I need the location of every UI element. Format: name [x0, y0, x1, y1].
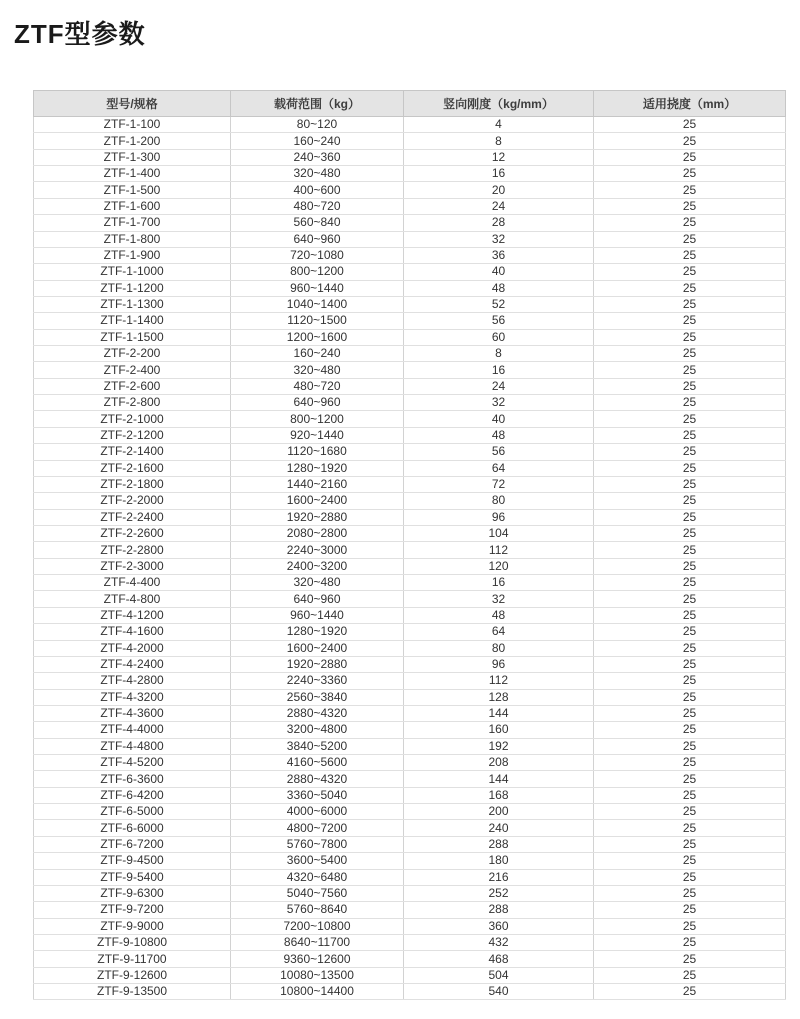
cell-vertical-stiffness: 80	[404, 493, 594, 509]
table-row	[34, 705, 786, 721]
cell-vertical-stiffness: 36	[404, 247, 594, 263]
cell-load-range: 2240~3360	[231, 673, 404, 689]
cell-deflection: 25	[594, 378, 786, 394]
cell-load-range: 400~600	[231, 182, 404, 198]
cell-vertical-stiffness: 468	[404, 951, 594, 967]
cell-model: ZTF-9-4500	[34, 853, 231, 869]
cell-deflection: 25	[594, 493, 786, 509]
cell-load-range: 640~960	[231, 395, 404, 411]
cell-model: ZTF-9-5400	[34, 869, 231, 885]
cell-load-range: 1920~2880	[231, 509, 404, 525]
cell-model: ZTF-4-1200	[34, 607, 231, 623]
cell-vertical-stiffness: 168	[404, 787, 594, 803]
table-row	[34, 934, 786, 950]
table-row	[34, 542, 786, 558]
cell-deflection: 25	[594, 460, 786, 476]
cell-load-range: 480~720	[231, 378, 404, 394]
column-header-load-range: 载荷范围（kg）	[231, 91, 404, 117]
cell-model: ZTF-1-200	[34, 133, 231, 149]
cell-model: ZTF-2-400	[34, 362, 231, 378]
cell-vertical-stiffness: 16	[404, 575, 594, 591]
cell-load-range: 2880~4320	[231, 771, 404, 787]
cell-vertical-stiffness: 432	[404, 934, 594, 950]
table-row	[34, 444, 786, 460]
cell-deflection: 25	[594, 885, 786, 901]
cell-deflection: 25	[594, 836, 786, 852]
cell-vertical-stiffness: 192	[404, 738, 594, 754]
cell-load-range: 800~1200	[231, 264, 404, 280]
column-header-vertical-stiffness: 竖向刚度（kg/mm）	[404, 91, 594, 117]
cell-deflection: 25	[594, 476, 786, 492]
cell-vertical-stiffness: 48	[404, 427, 594, 443]
cell-vertical-stiffness: 4	[404, 117, 594, 133]
cell-load-range: 480~720	[231, 198, 404, 214]
cell-load-range: 5760~8640	[231, 902, 404, 918]
cell-model: ZTF-2-1600	[34, 460, 231, 476]
cell-vertical-stiffness: 8	[404, 133, 594, 149]
cell-model: ZTF-2-1400	[34, 444, 231, 460]
cell-vertical-stiffness: 12	[404, 149, 594, 165]
cell-deflection: 25	[594, 149, 786, 165]
cell-model: ZTF-2-3000	[34, 558, 231, 574]
cell-vertical-stiffness: 48	[404, 280, 594, 296]
cell-deflection: 25	[594, 411, 786, 427]
cell-vertical-stiffness: 200	[404, 804, 594, 820]
cell-deflection: 25	[594, 624, 786, 640]
cell-deflection: 25	[594, 673, 786, 689]
cell-model: ZTF-1-400	[34, 166, 231, 182]
cell-vertical-stiffness: 40	[404, 411, 594, 427]
cell-load-range: 960~1440	[231, 607, 404, 623]
cell-vertical-stiffness: 16	[404, 166, 594, 182]
table-row	[34, 967, 786, 983]
cell-vertical-stiffness: 112	[404, 542, 594, 558]
table-row	[34, 624, 786, 640]
cell-vertical-stiffness: 32	[404, 231, 594, 247]
cell-deflection: 25	[594, 395, 786, 411]
cell-vertical-stiffness: 16	[404, 362, 594, 378]
cell-deflection: 25	[594, 247, 786, 263]
cell-model: ZTF-2-2600	[34, 525, 231, 541]
table-row	[34, 395, 786, 411]
cell-deflection: 25	[594, 722, 786, 738]
cell-vertical-stiffness: 252	[404, 885, 594, 901]
cell-load-range: 160~240	[231, 133, 404, 149]
cell-model: ZTF-6-6000	[34, 820, 231, 836]
cell-load-range: 640~960	[231, 231, 404, 247]
cell-load-range: 1280~1920	[231, 624, 404, 640]
cell-vertical-stiffness: 52	[404, 296, 594, 312]
cell-load-range: 960~1440	[231, 280, 404, 296]
cell-vertical-stiffness: 540	[404, 984, 594, 1000]
table-row	[34, 117, 786, 133]
cell-model: ZTF-2-200	[34, 346, 231, 362]
cell-deflection: 25	[594, 182, 786, 198]
cell-model: ZTF-4-800	[34, 591, 231, 607]
table-row	[34, 575, 786, 591]
cell-load-range: 1280~1920	[231, 460, 404, 476]
cell-vertical-stiffness: 96	[404, 656, 594, 672]
table-row	[34, 247, 786, 263]
cell-vertical-stiffness: 288	[404, 902, 594, 918]
table-row	[34, 902, 786, 918]
table-row	[34, 264, 786, 280]
table-row	[34, 182, 786, 198]
cell-deflection: 25	[594, 984, 786, 1000]
cell-vertical-stiffness: 360	[404, 918, 594, 934]
table-row	[34, 755, 786, 771]
cell-model: ZTF-2-1800	[34, 476, 231, 492]
cell-load-range: 2400~3200	[231, 558, 404, 574]
cell-load-range: 920~1440	[231, 427, 404, 443]
cell-model: ZTF-9-13500	[34, 984, 231, 1000]
table-row	[34, 984, 786, 1000]
cell-load-range: 1440~2160	[231, 476, 404, 492]
cell-deflection: 25	[594, 444, 786, 460]
cell-vertical-stiffness: 160	[404, 722, 594, 738]
table-row	[34, 951, 786, 967]
cell-vertical-stiffness: 24	[404, 378, 594, 394]
table-row	[34, 591, 786, 607]
table-row	[34, 427, 786, 443]
cell-load-range: 320~480	[231, 166, 404, 182]
cell-vertical-stiffness: 32	[404, 395, 594, 411]
table-row	[34, 722, 786, 738]
cell-model: ZTF-2-1200	[34, 427, 231, 443]
cell-load-range: 7200~10800	[231, 918, 404, 934]
cell-deflection: 25	[594, 133, 786, 149]
cell-vertical-stiffness: 112	[404, 673, 594, 689]
cell-load-range: 640~960	[231, 591, 404, 607]
cell-model: ZTF-4-1600	[34, 624, 231, 640]
cell-load-range: 5040~7560	[231, 885, 404, 901]
cell-vertical-stiffness: 20	[404, 182, 594, 198]
cell-load-range: 4320~6480	[231, 869, 404, 885]
table-row	[34, 558, 786, 574]
cell-vertical-stiffness: 40	[404, 264, 594, 280]
cell-deflection: 25	[594, 313, 786, 329]
cell-model: ZTF-6-5000	[34, 804, 231, 820]
cell-deflection: 25	[594, 656, 786, 672]
cell-load-range: 10800~14400	[231, 984, 404, 1000]
parameters-table	[33, 90, 786, 1000]
table-row	[34, 362, 786, 378]
table-row	[34, 689, 786, 705]
cell-deflection: 25	[594, 231, 786, 247]
cell-model: ZTF-9-11700	[34, 951, 231, 967]
table-row	[34, 329, 786, 345]
cell-vertical-stiffness: 504	[404, 967, 594, 983]
page-title: ZTF型参数	[14, 19, 146, 49]
cell-deflection: 25	[594, 820, 786, 836]
cell-deflection: 25	[594, 280, 786, 296]
cell-load-range: 1600~2400	[231, 493, 404, 509]
table-row	[34, 607, 786, 623]
cell-vertical-stiffness: 72	[404, 476, 594, 492]
cell-model: ZTF-9-9000	[34, 918, 231, 934]
cell-load-range: 8640~11700	[231, 934, 404, 950]
cell-model: ZTF-1-300	[34, 149, 231, 165]
cell-deflection: 25	[594, 967, 786, 983]
cell-deflection: 25	[594, 869, 786, 885]
cell-load-range: 1200~1600	[231, 329, 404, 345]
cell-deflection: 25	[594, 934, 786, 950]
cell-deflection: 25	[594, 117, 786, 133]
cell-model: ZTF-1-700	[34, 215, 231, 231]
table-body	[34, 117, 786, 1000]
cell-model: ZTF-6-3600	[34, 771, 231, 787]
cell-model: ZTF-4-2800	[34, 673, 231, 689]
cell-load-range: 320~480	[231, 362, 404, 378]
cell-model: ZTF-1-800	[34, 231, 231, 247]
table-row	[34, 280, 786, 296]
cell-vertical-stiffness: 144	[404, 771, 594, 787]
cell-model: ZTF-1-600	[34, 198, 231, 214]
cell-deflection: 25	[594, 525, 786, 541]
table-row	[34, 296, 786, 312]
cell-load-range: 3840~5200	[231, 738, 404, 754]
cell-model: ZTF-6-4200	[34, 787, 231, 803]
table-row	[34, 787, 786, 803]
cell-vertical-stiffness: 216	[404, 869, 594, 885]
cell-deflection: 25	[594, 804, 786, 820]
table-row	[34, 198, 786, 214]
cell-load-range: 1120~1500	[231, 313, 404, 329]
cell-load-range: 2880~4320	[231, 705, 404, 721]
table-row	[34, 804, 786, 820]
cell-load-range: 2560~3840	[231, 689, 404, 705]
cell-vertical-stiffness: 144	[404, 705, 594, 721]
cell-deflection: 25	[594, 264, 786, 280]
cell-deflection: 25	[594, 951, 786, 967]
cell-load-range: 160~240	[231, 346, 404, 362]
cell-model: ZTF-1-500	[34, 182, 231, 198]
table-row	[34, 738, 786, 754]
table-row	[34, 640, 786, 656]
cell-model: ZTF-1-1200	[34, 280, 231, 296]
table-row	[34, 771, 786, 787]
table-row	[34, 378, 786, 394]
cell-load-range: 80~120	[231, 117, 404, 133]
cell-load-range: 240~360	[231, 149, 404, 165]
table-row	[34, 820, 786, 836]
cell-load-range: 800~1200	[231, 411, 404, 427]
column-header-deflection: 适用挠度（mm）	[594, 91, 786, 117]
cell-load-range: 1920~2880	[231, 656, 404, 672]
table-row	[34, 836, 786, 852]
cell-vertical-stiffness: 64	[404, 624, 594, 640]
cell-vertical-stiffness: 240	[404, 820, 594, 836]
cell-model: ZTF-1-900	[34, 247, 231, 263]
cell-model: ZTF-1-1500	[34, 329, 231, 345]
cell-load-range: 3600~5400	[231, 853, 404, 869]
cell-deflection: 25	[594, 918, 786, 934]
cell-vertical-stiffness: 48	[404, 607, 594, 623]
cell-load-range: 3360~5040	[231, 787, 404, 803]
cell-load-range: 3200~4800	[231, 722, 404, 738]
table-row	[34, 853, 786, 869]
cell-deflection: 25	[594, 755, 786, 771]
parameters-table-container	[33, 90, 785, 1000]
cell-load-range: 2240~3000	[231, 542, 404, 558]
cell-deflection: 25	[594, 705, 786, 721]
cell-vertical-stiffness: 96	[404, 509, 594, 525]
cell-load-range: 4000~6000	[231, 804, 404, 820]
cell-model: ZTF-2-2800	[34, 542, 231, 558]
cell-vertical-stiffness: 120	[404, 558, 594, 574]
cell-model: ZTF-4-2400	[34, 656, 231, 672]
cell-vertical-stiffness: 80	[404, 640, 594, 656]
cell-deflection: 25	[594, 346, 786, 362]
table-row	[34, 166, 786, 182]
cell-model: ZTF-2-1000	[34, 411, 231, 427]
cell-deflection: 25	[594, 738, 786, 754]
table-row	[34, 215, 786, 231]
cell-model: ZTF-1-1300	[34, 296, 231, 312]
cell-vertical-stiffness: 32	[404, 591, 594, 607]
table-row	[34, 133, 786, 149]
cell-deflection: 25	[594, 329, 786, 345]
cell-deflection: 25	[594, 509, 786, 525]
cell-deflection: 25	[594, 787, 786, 803]
cell-load-range: 320~480	[231, 575, 404, 591]
cell-load-range: 1120~1680	[231, 444, 404, 460]
cell-load-range: 5760~7800	[231, 836, 404, 852]
cell-model: ZTF-9-10800	[34, 934, 231, 950]
cell-deflection: 25	[594, 689, 786, 705]
cell-model: ZTF-2-2400	[34, 509, 231, 525]
cell-vertical-stiffness: 56	[404, 444, 594, 460]
cell-model: ZTF-4-4800	[34, 738, 231, 754]
column-header-model: 型号/规格	[34, 91, 231, 117]
cell-load-range: 4160~5600	[231, 755, 404, 771]
cell-deflection: 25	[594, 296, 786, 312]
cell-deflection: 25	[594, 607, 786, 623]
cell-model: ZTF-1-1000	[34, 264, 231, 280]
table-row	[34, 460, 786, 476]
cell-deflection: 25	[594, 558, 786, 574]
cell-model: ZTF-4-2000	[34, 640, 231, 656]
table-row	[34, 525, 786, 541]
cell-model: ZTF-6-7200	[34, 836, 231, 852]
cell-model: ZTF-4-3600	[34, 705, 231, 721]
table-row	[34, 918, 786, 934]
cell-model: ZTF-9-6300	[34, 885, 231, 901]
cell-deflection: 25	[594, 427, 786, 443]
cell-deflection: 25	[594, 362, 786, 378]
table-row	[34, 673, 786, 689]
cell-model: ZTF-4-3200	[34, 689, 231, 705]
cell-load-range: 1600~2400	[231, 640, 404, 656]
cell-model: ZTF-4-4000	[34, 722, 231, 738]
cell-vertical-stiffness: 128	[404, 689, 594, 705]
table-row	[34, 885, 786, 901]
cell-vertical-stiffness: 104	[404, 525, 594, 541]
cell-model: ZTF-2-800	[34, 395, 231, 411]
cell-model: ZTF-1-1400	[34, 313, 231, 329]
cell-model: ZTF-4-5200	[34, 755, 231, 771]
table-row	[34, 411, 786, 427]
table-row	[34, 313, 786, 329]
table-row	[34, 346, 786, 362]
cell-deflection: 25	[594, 575, 786, 591]
cell-deflection: 25	[594, 902, 786, 918]
cell-model: ZTF-9-7200	[34, 902, 231, 918]
cell-vertical-stiffness: 56	[404, 313, 594, 329]
table-header-row	[34, 91, 786, 117]
cell-vertical-stiffness: 208	[404, 755, 594, 771]
cell-load-range: 560~840	[231, 215, 404, 231]
cell-model: ZTF-2-600	[34, 378, 231, 394]
cell-deflection: 25	[594, 853, 786, 869]
cell-load-range: 4800~7200	[231, 820, 404, 836]
cell-model: ZTF-1-100	[34, 117, 231, 133]
cell-vertical-stiffness: 180	[404, 853, 594, 869]
cell-model: ZTF-9-12600	[34, 967, 231, 983]
cell-deflection: 25	[594, 542, 786, 558]
cell-vertical-stiffness: 288	[404, 836, 594, 852]
cell-load-range: 2080~2800	[231, 525, 404, 541]
cell-vertical-stiffness: 28	[404, 215, 594, 231]
cell-deflection: 25	[594, 198, 786, 214]
cell-deflection: 25	[594, 771, 786, 787]
table-row	[34, 231, 786, 247]
cell-deflection: 25	[594, 166, 786, 182]
cell-load-range: 10080~13500	[231, 967, 404, 983]
cell-load-range: 720~1080	[231, 247, 404, 263]
cell-vertical-stiffness: 60	[404, 329, 594, 345]
table-row	[34, 493, 786, 509]
table-row	[34, 149, 786, 165]
cell-model: ZTF-2-2000	[34, 493, 231, 509]
cell-load-range: 1040~1400	[231, 296, 404, 312]
table-row	[34, 656, 786, 672]
cell-deflection: 25	[594, 640, 786, 656]
cell-deflection: 25	[594, 591, 786, 607]
table-row	[34, 509, 786, 525]
cell-vertical-stiffness: 64	[404, 460, 594, 476]
table-row	[34, 869, 786, 885]
table-row	[34, 476, 786, 492]
cell-model: ZTF-4-400	[34, 575, 231, 591]
cell-load-range: 9360~12600	[231, 951, 404, 967]
cell-vertical-stiffness: 8	[404, 346, 594, 362]
cell-vertical-stiffness: 24	[404, 198, 594, 214]
cell-deflection: 25	[594, 215, 786, 231]
